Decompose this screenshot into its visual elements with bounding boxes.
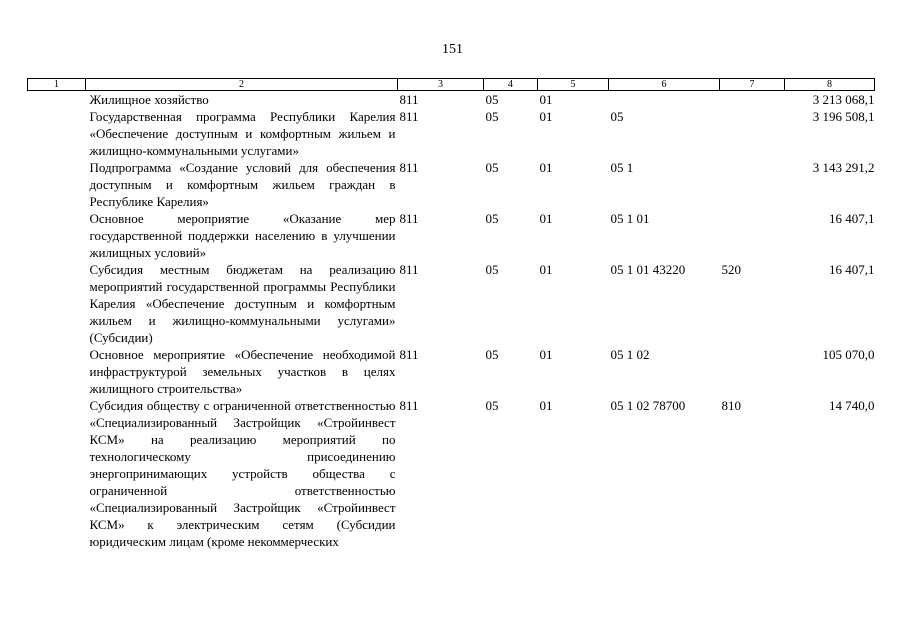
cell-col6: 05 xyxy=(610,109,624,124)
cell-col3: 811 xyxy=(399,262,419,277)
column-header-7: 7 xyxy=(720,79,785,91)
column-header-1: 1 xyxy=(28,79,86,91)
cell-col6: 05 1 01 xyxy=(610,211,650,226)
cell-empty xyxy=(28,91,86,109)
table-header xyxy=(28,79,875,91)
cell-col7 xyxy=(720,346,785,397)
cell-col6: 05 1 xyxy=(610,160,634,175)
cell-empty xyxy=(28,346,86,397)
cell-col5: 01 xyxy=(539,109,553,124)
cell-col4: 05 xyxy=(485,109,499,124)
cell-amount: 16 407,1 xyxy=(829,211,875,226)
cell-col4: 05 xyxy=(485,398,499,413)
table-body xyxy=(28,91,875,551)
cell-col5: 01 xyxy=(539,92,553,107)
cell-col3: 811 xyxy=(399,92,419,107)
cell-empty xyxy=(28,397,86,550)
table-row xyxy=(28,108,875,159)
cell-empty xyxy=(28,159,86,210)
page-number: 151 xyxy=(442,42,463,57)
cell-col3: 811 xyxy=(399,347,419,362)
cell-col4: 05 xyxy=(485,92,499,107)
cell-col3: 811 xyxy=(399,211,419,226)
cell-col6 xyxy=(609,91,720,109)
cell-name: Субсидия обществу с ограниченной ответственностью «Специализированный Застройщик «Стройинвест КСМ» на реализацию мероприятий по технологическому присоединению энергопринимающих устройств общества с ограниченной ответственностью «Специализированный Застройщик «Стройинвест КСМ» к электрическим сетям (Субсидии юридическим лицам (кроме некоммерческих xyxy=(89,398,396,549)
table-row xyxy=(28,159,875,210)
cell-col3: 811 xyxy=(399,160,419,175)
cell-col4: 05 xyxy=(485,160,499,175)
column-header-6: 6 xyxy=(609,79,720,91)
cell-col7 xyxy=(720,108,785,159)
table-row xyxy=(28,346,875,397)
cell-name: Субсидия местным бюджетам на реализацию мероприятий государственной программы Республики Карелия «Обеспечение доступным и комфортным жильем и жилищно-коммунальными услугами» (Субсидии) xyxy=(89,262,396,345)
table-row xyxy=(28,261,875,346)
table-row xyxy=(28,397,875,550)
cell-name: Государственная программа Республики Карелия «Обеспечение доступным и комфортным жильем и жилищно-коммунальными услугами» xyxy=(89,109,396,158)
cell-col7 xyxy=(720,91,785,109)
cell-col6: 05 1 01 43220 xyxy=(610,262,686,277)
cell-empty xyxy=(28,210,86,261)
cell-empty xyxy=(28,261,86,346)
cell-col6: 05 1 02 78700 xyxy=(610,398,686,413)
cell-col5: 01 xyxy=(539,347,553,362)
cell-amount: 3 213 068,1 xyxy=(812,92,875,107)
cell-col7: 810 xyxy=(721,398,741,413)
column-header-2: 2 xyxy=(86,79,398,91)
cell-col4: 05 xyxy=(485,347,499,362)
cell-col4: 05 xyxy=(485,211,499,226)
cell-col5: 01 xyxy=(539,211,553,226)
cell-col7 xyxy=(720,159,785,210)
table-row xyxy=(28,210,875,261)
cell-col6: 05 1 02 xyxy=(610,347,650,362)
cell-amount: 16 407,1 xyxy=(829,262,875,277)
cell-col7: 520 xyxy=(721,262,741,277)
cell-name: Жилищное хозяйство xyxy=(89,92,209,107)
cell-name: Подпрограмма «Создание условий для обеспечения доступным и комфортным жильем граждан в Республике Карелия» xyxy=(89,160,396,209)
cell-col5: 01 xyxy=(539,398,553,413)
cell-amount: 3 196 508,1 xyxy=(812,109,875,124)
column-header-8: 8 xyxy=(785,79,875,91)
cell-name: Основное мероприятие «Оказание мер государственной поддержки населению в улучшении жилищных условий» xyxy=(89,211,396,260)
cell-col5: 01 xyxy=(539,262,553,277)
cell-empty xyxy=(28,108,86,159)
cell-amount: 105 070,0 xyxy=(822,347,875,362)
column-header-5: 5 xyxy=(538,79,609,91)
cell-name: Основное мероприятие «Обеспечение необходимой инфраструктурой земельных участков в целях жилищного строительства» xyxy=(89,347,396,396)
cell-col3: 811 xyxy=(399,109,419,124)
column-header-4: 4 xyxy=(484,79,538,91)
budget-table xyxy=(27,78,875,550)
cell-col3: 811 xyxy=(399,398,419,413)
cell-col4: 05 xyxy=(485,262,499,277)
cell-col5: 01 xyxy=(539,160,553,175)
cell-amount: 3 143 291,2 xyxy=(812,160,875,175)
table-row xyxy=(28,91,875,109)
cell-col7 xyxy=(720,210,785,261)
column-header-3: 3 xyxy=(398,79,484,91)
cell-amount: 14 740,0 xyxy=(829,398,875,413)
